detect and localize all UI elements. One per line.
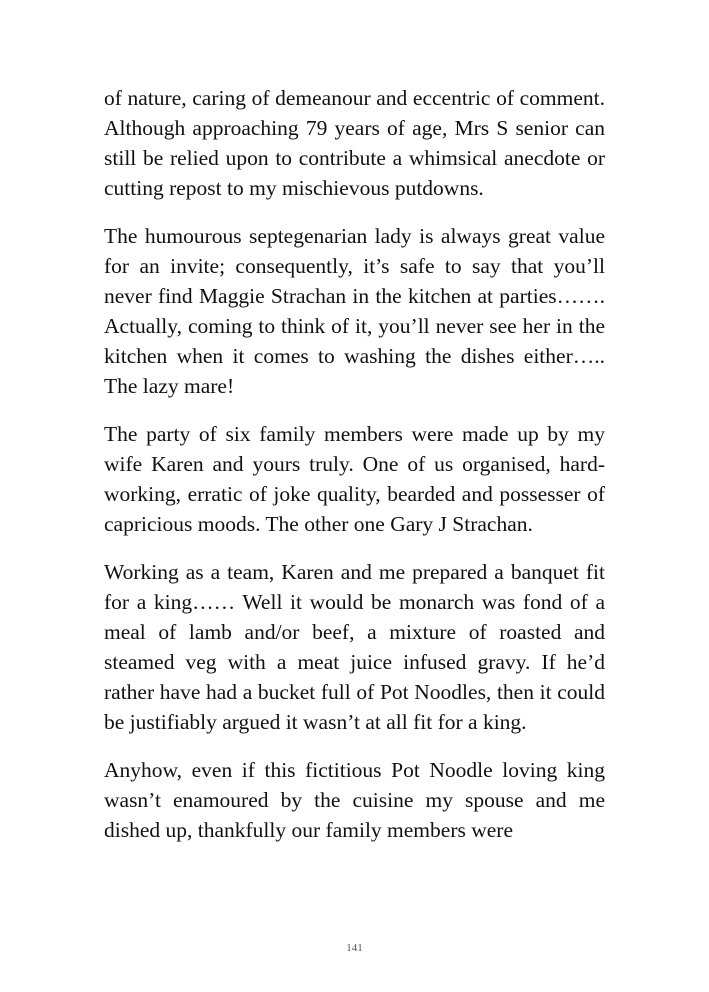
body-text	[104, 83, 605, 863]
paragraph-4: Working as a team, Karen and me prepared a banquet fit for a king…… Well it would be monarch was fond of a meal of lamb and/or beef, a mixture of roasted and steamed veg with a meat juice infused gravy. If he’d rather have had a bucket full of Pot Noodles, then it could be justifiably argued it wasn’t at all fit for a king.	[104, 560, 605, 734]
paragraph-1: of nature, caring of demeanour and eccentric of comment. Although approaching 79 years of age, Mrs S senior can still be relied upon to contribute a whimsical anecdote or cutting repost to my mischievous putdowns.	[104, 86, 605, 200]
paragraph-2: The humourous septegenarian lady is always great value for an invite; consequently, it’s safe to say that you’ll never find Maggie Strachan in the kitchen at parties……. Actually, coming to think of it, you’ll never see her in the kitchen when it comes to washing the dishes either….. The lazy mare!	[104, 224, 605, 398]
paragraph-3: The party of six family members were made up by my wife Karen and yours truly. One of us organised, hard-working, erratic of joke quality, bearded and possesser of capricious moods. The other one Gary J Strachan.	[104, 422, 605, 536]
paragraph-5: Anyhow, even if this fictitious Pot Noodle loving king wasn’t enamoured by the cuisine my spouse and me dished up, thankfully our family members were	[104, 758, 605, 842]
page-number: 141	[346, 942, 363, 954]
